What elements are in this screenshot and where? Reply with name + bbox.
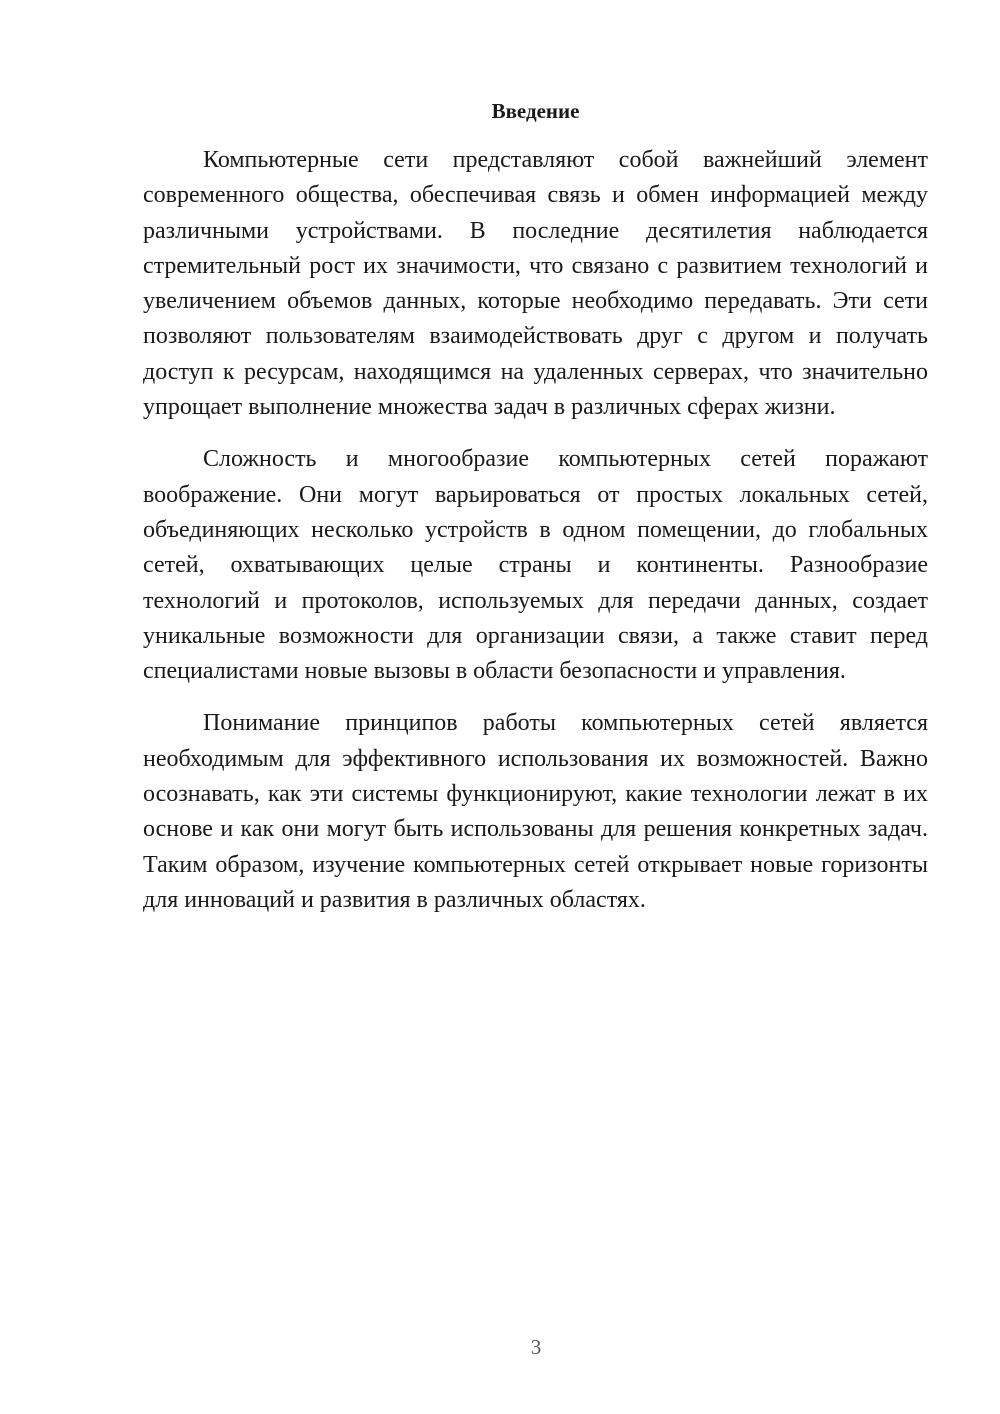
- document-body: [143, 143, 928, 918]
- paragraph-2: Сложность и многообразие компьютерных сетей поражают воображение. Они могут варьироваться от простых локальных сетей, объединяющих несколько устройств в одном помещении, до глобальных сетей, охватывающих целые страны и континенты. Разнообразие технологий и протоколов, используемых для передачи данных, создает уникальные возможности для организации связи, а также ставит перед специалистами новые вызовы в области безопасности и управления.: [143, 446, 928, 685]
- paragraph-3: Понимание принципов работы компьютерных сетей является необходимым для эффективного использования их возможностей. Важно осознавать, как эти системы функционируют, какие технологии лежат в их основе и как они могут быть использованы для решения конкретных задач. Таким образом, изучение компьютерных сетей открывает новые горизонты для инноваций и развития в различных областях.: [143, 710, 928, 913]
- page-number: 3: [530, 1335, 542, 1359]
- page-title: Введение: [491, 99, 580, 123]
- paragraph-1: Компьютерные сети представляют собой важнейший элемент современного общества, обеспечивая связь и обмен информацией между различными устройствами. В последние десятилетия наблюдается стремительный рост их значимости, что связано с развитием технологий и увеличением объемов данных, которые необходимо передавать. Эти сети позволяют пользователям взаимодействовать друг с другом и получать доступ к ресурсам, находящимся на удаленных серверах, что значительно упрощает выполнение множества задач в различных сферах жизни.: [143, 147, 928, 421]
